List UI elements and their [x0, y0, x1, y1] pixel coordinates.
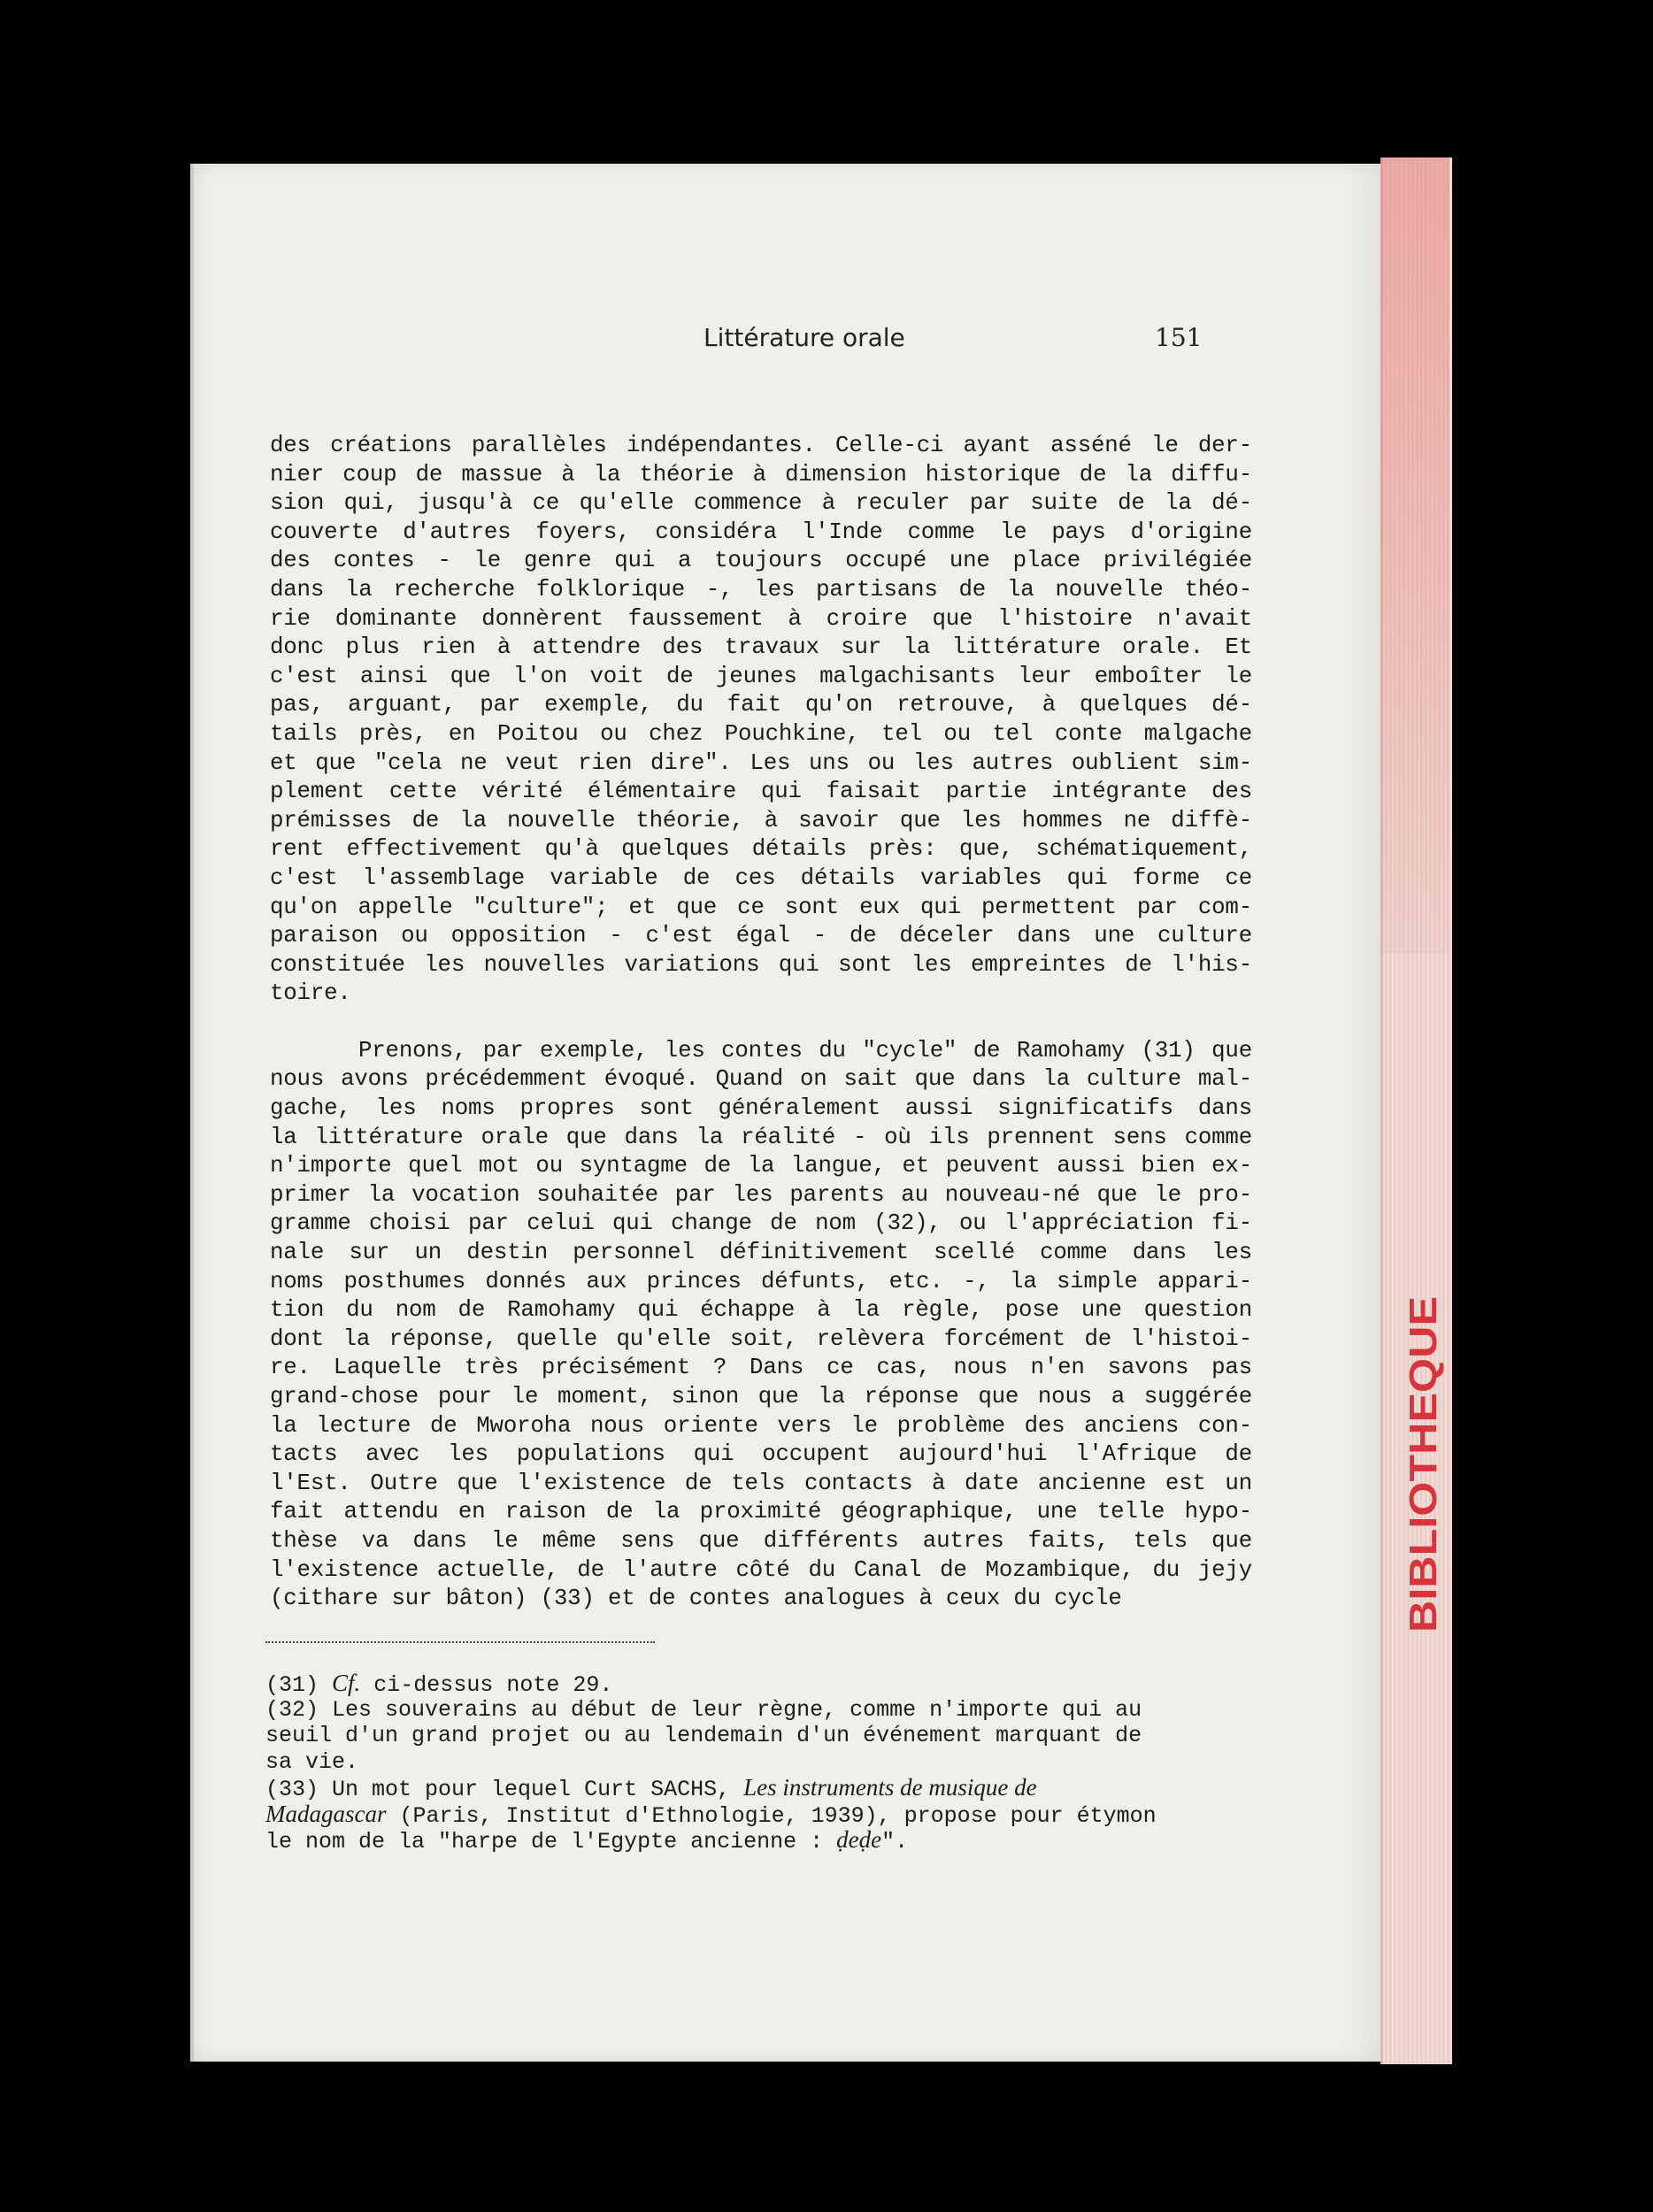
text-line: couverte d'autres foyers, considéra l'Inde comme le pays d'origine: [270, 518, 1252, 545]
text-line: gache, les noms propres sont généralement aussi significatifs dans: [270, 1095, 1252, 1122]
text-line: donc plus rien à attendre des travaux sur la littérature orale. Et: [270, 634, 1252, 661]
text-line: la littérature orale que dans la réalité - où ils prennent sens comme: [270, 1124, 1252, 1150]
text-line: plement cette vérité élémentaire qui faisait partie intégrante des: [270, 779, 1252, 805]
footnote-line: [265, 1775, 1221, 1801]
footnote-text: (Paris, Institut d'Ethnologie, 1939), propose pour étymon: [386, 1802, 1157, 1829]
text-line: paraison ou opposition - c'est égal - de déceler dans une culture: [270, 923, 1252, 949]
footnote-line: [265, 1723, 1221, 1749]
library-stamp: [1403, 1283, 1447, 1637]
text-line: l'existence actuelle, de l'autre côté du Canal de Mozambique, du jejy: [270, 1556, 1252, 1583]
body-text: [270, 432, 1252, 1614]
paragraph-1: [270, 432, 1252, 1009]
text-line: qu'on appelle "culture"; et que ce sont eux qui permettent par com-: [270, 894, 1252, 920]
footnote-italic_tail: ḍeḍe: [836, 1826, 882, 1853]
running-header: [518, 323, 1226, 358]
footnote-italic_tail: Les instruments de musique de: [743, 1774, 1037, 1801]
text-line: grand-chose pour le moment, sinon que la réponse que nous a suggérée: [270, 1384, 1252, 1409]
text-line: nale sur un destin personnel définitivement scellé comme dans les: [270, 1240, 1252, 1266]
footnote-text: le nom de la "harpe de l'Egypte ancienne :: [265, 1829, 837, 1855]
text-line: la lecture de Mworoha nous oriente vers le problème des anciens con-: [270, 1412, 1252, 1439]
page-edges-tint: [1380, 157, 1449, 954]
paragraph-2: [270, 1037, 1252, 1614]
text-line: primer la vocation souhaitée par les parents au nouveau-né que le pro-: [270, 1181, 1252, 1208]
footnotes: [265, 1671, 1221, 1854]
footnote-line: [265, 1671, 1221, 1697]
footnote-line: [265, 1697, 1221, 1724]
text-line: gramme choisi par celui qui change de nom (32), ou l'appréciation fi-: [270, 1210, 1252, 1237]
text-line: tails près, en Poitou ou chez Pouchkine, tel ou tel conte malgache: [270, 720, 1252, 747]
text-line: fait attendu en raison de la proximité géographique, une telle hypo-: [270, 1499, 1252, 1525]
text-line: tacts avec les populations qui occupent aujourd'hui l'Afrique de: [270, 1441, 1252, 1468]
footnote-line: [265, 1827, 1221, 1854]
footnote-line: [265, 1749, 1221, 1776]
text-line: prémisses de la nouvelle théorie, à savoir que les hommes ne diffè-: [270, 807, 1252, 833]
footnote-text: ci-dessus note 29.: [360, 1672, 613, 1698]
text-line: dans la recherche folklorique -, les partisans de la nouvelle théo-: [270, 576, 1252, 603]
footnote-line: [265, 1801, 1221, 1828]
text-line: re. Laquelle très précisément ? Dans ce cas, nous n'en savons pas: [270, 1355, 1252, 1381]
footnote-after: ".: [881, 1829, 909, 1855]
footnote-text: seuil d'un grand projet ou au lendemain d'un événement marquant de: [265, 1723, 1142, 1748]
text-line: noms posthumes donnés aux princes défunts, etc. -, la simple appari-: [270, 1268, 1252, 1294]
running-title: Littérature orale: [703, 323, 905, 352]
text-line: thèse va dans le même sens que différents autres faits, tels que: [270, 1527, 1252, 1554]
text-line: rie dominante donnèrent faussement à croire que l'histoire n'avait: [270, 605, 1252, 632]
text-line: nier coup de massue à la théorie à dimension historique de la diffu-: [270, 461, 1252, 488]
footnote-italic: Cf.: [332, 1670, 361, 1696]
text-line: constituée les nouvelles variations qui sont les empreintes de l'his-: [270, 951, 1252, 978]
text-line: Prenons, par exemple, les contes du "cycle" de Ramohamy (31) que: [358, 1037, 1252, 1064]
text-line: (cithare sur bâton) (33) et de contes analogues à ceux du cycle: [270, 1586, 1122, 1612]
footnote-num: (32): [265, 1696, 319, 1723]
stamp-text: BIBLIOTHEQUE: [1403, 1338, 1445, 1632]
footnote-text: sa vie.: [265, 1748, 359, 1775]
footnote-text: Les souverains au début de leur règne, comme n'importe qui au: [319, 1696, 1142, 1723]
text-line: c'est l'assemblage variable de ces détails variables qui forme ce: [270, 864, 1252, 891]
text-line: tion du nom de Ramohamy qui échappe à la règle, pose une question: [270, 1297, 1252, 1324]
text-line: c'est ainsi que l'on voit de jeunes malgachisants leur emboîter le: [270, 663, 1252, 689]
page-number: 151: [1155, 323, 1203, 352]
text-line: sion qui, jusqu'à ce qu'elle commence à reculer par suite de la dé-: [270, 490, 1252, 517]
text-line: l'Est. Outre que l'existence de tels contacts à date ancienne est un: [270, 1470, 1252, 1496]
footnote-text: Un mot pour lequel Curt SACHS,: [319, 1777, 744, 1802]
text-line: nous avons précédemment évoqué. Quand on sait que dans la culture mal-: [270, 1066, 1252, 1093]
footnote-num: (33): [265, 1777, 319, 1802]
footnote-italic: Madagascar: [265, 1800, 387, 1827]
text-line: des créations parallèles indépendantes. Celle-ci ayant asséné le der-: [270, 433, 1252, 458]
page-gutter: [190, 164, 194, 2062]
footnote-rule: [265, 1641, 655, 1645]
text-line: et que "cela ne veut rien dire". Les uns ou les autres oublient sim-: [270, 749, 1252, 776]
text-line: des contes - le genre qui a toujours occupé une place privilégiée: [270, 548, 1252, 574]
text-line: dont la réponse, quelle qu'elle soit, relèvera forcément de l'histoi-: [270, 1325, 1252, 1352]
text-line: n'importe quel mot ou syntagme de la langue, et peuvent aussi bien ex-: [270, 1153, 1252, 1179]
text-line: pas, arguant, par exemple, du fait qu'on retrouve, à quelques dé-: [270, 692, 1252, 718]
text-line: toire.: [270, 980, 351, 1007]
footnote-num: (31): [265, 1672, 319, 1698]
text-line: rent effectivement qu'à quelques détails près: que, schématiquement,: [270, 836, 1252, 863]
